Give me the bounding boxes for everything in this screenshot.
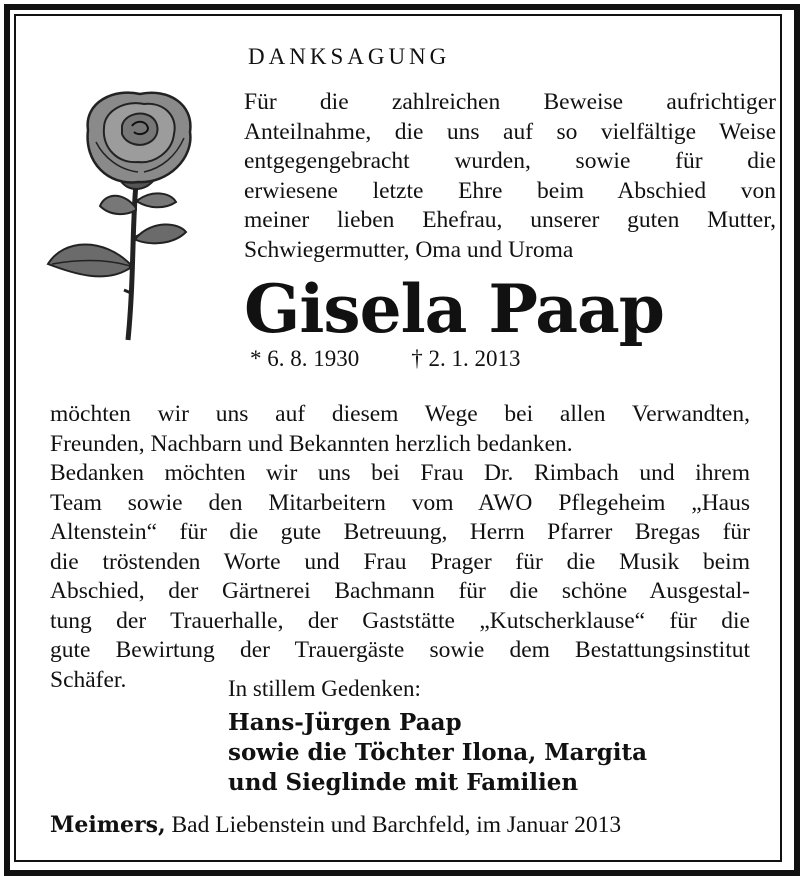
- body-line: möchten wir uns auf diesem Wege bei allen Verwandten,: [50, 401, 750, 427]
- body-line: Abschied, der Gärtnerei Bachmann für die schöne Ausgestal-: [50, 578, 750, 604]
- signers-block: [228, 708, 647, 798]
- body-line: Freunden, Nachbarn und Bekannten herzlich bedanken.: [50, 430, 573, 457]
- signer-line: und Sieglinde mit Familien: [228, 769, 579, 796]
- intro-line: erwiesene letzte Ehre beim Abschied von: [244, 177, 776, 204]
- body-line: Altenstein“ für die gute Betreuung, Herrn Pfarrer Bregas für: [50, 519, 750, 545]
- rose-icon: [44, 88, 214, 344]
- intro-line: Schwiegermutter, Oma und Uroma: [244, 236, 574, 263]
- body-line: die tröstenden Worte und Frau Prager für die Musik beim: [50, 548, 750, 575]
- thanks-paragraph: [50, 400, 750, 695]
- place-name: Meimers,: [50, 812, 166, 838]
- intro-paragraph: [244, 88, 776, 265]
- body-line: Schäfer.: [50, 666, 127, 693]
- signer-line: Hans-Jürgen Paap: [228, 709, 462, 736]
- death-date: † 2. 1. 2013: [411, 346, 521, 371]
- life-dates: [250, 346, 521, 372]
- place-date-line: [50, 812, 621, 839]
- in-memoriam-label: In stillem Gedenken:: [228, 676, 421, 701]
- body-line: Bedanken möchten wir uns bei Frau Dr. Rimbach und ihrem: [50, 460, 750, 486]
- intro-line: meiner lieben Ehefrau, unserer guten Mutter,: [244, 207, 776, 233]
- body-line: gute Bewirtung der Trauergäste sowie dem Bestattungsinstitut: [50, 637, 750, 663]
- intro-line: Anteilnahme, die uns auf so vielfältige Weise: [244, 118, 776, 145]
- deceased-name: Gisela Paap: [244, 270, 664, 348]
- body-line: tung der Trauerhalle, der Gaststätte „Kutscherklause“ für die: [50, 607, 750, 634]
- body-line: Team sowie den Mitarbeitern vom AWO Pflegeheim „Haus: [50, 489, 750, 516]
- birth-date: * 6. 8. 1930: [250, 346, 360, 371]
- notice-heading: DANKSAGUNG: [248, 44, 451, 69]
- place-rest: Bad Liebenstein und Barchfeld, im Januar 2013: [165, 812, 622, 838]
- intro-line: entgegengebracht wurden, sowie für die: [244, 148, 776, 174]
- intro-line: Für die zahlreichen Beweise aufrichtiger: [244, 89, 776, 115]
- signer-line: sowie die Töchter Ilona, Margita: [228, 739, 648, 766]
